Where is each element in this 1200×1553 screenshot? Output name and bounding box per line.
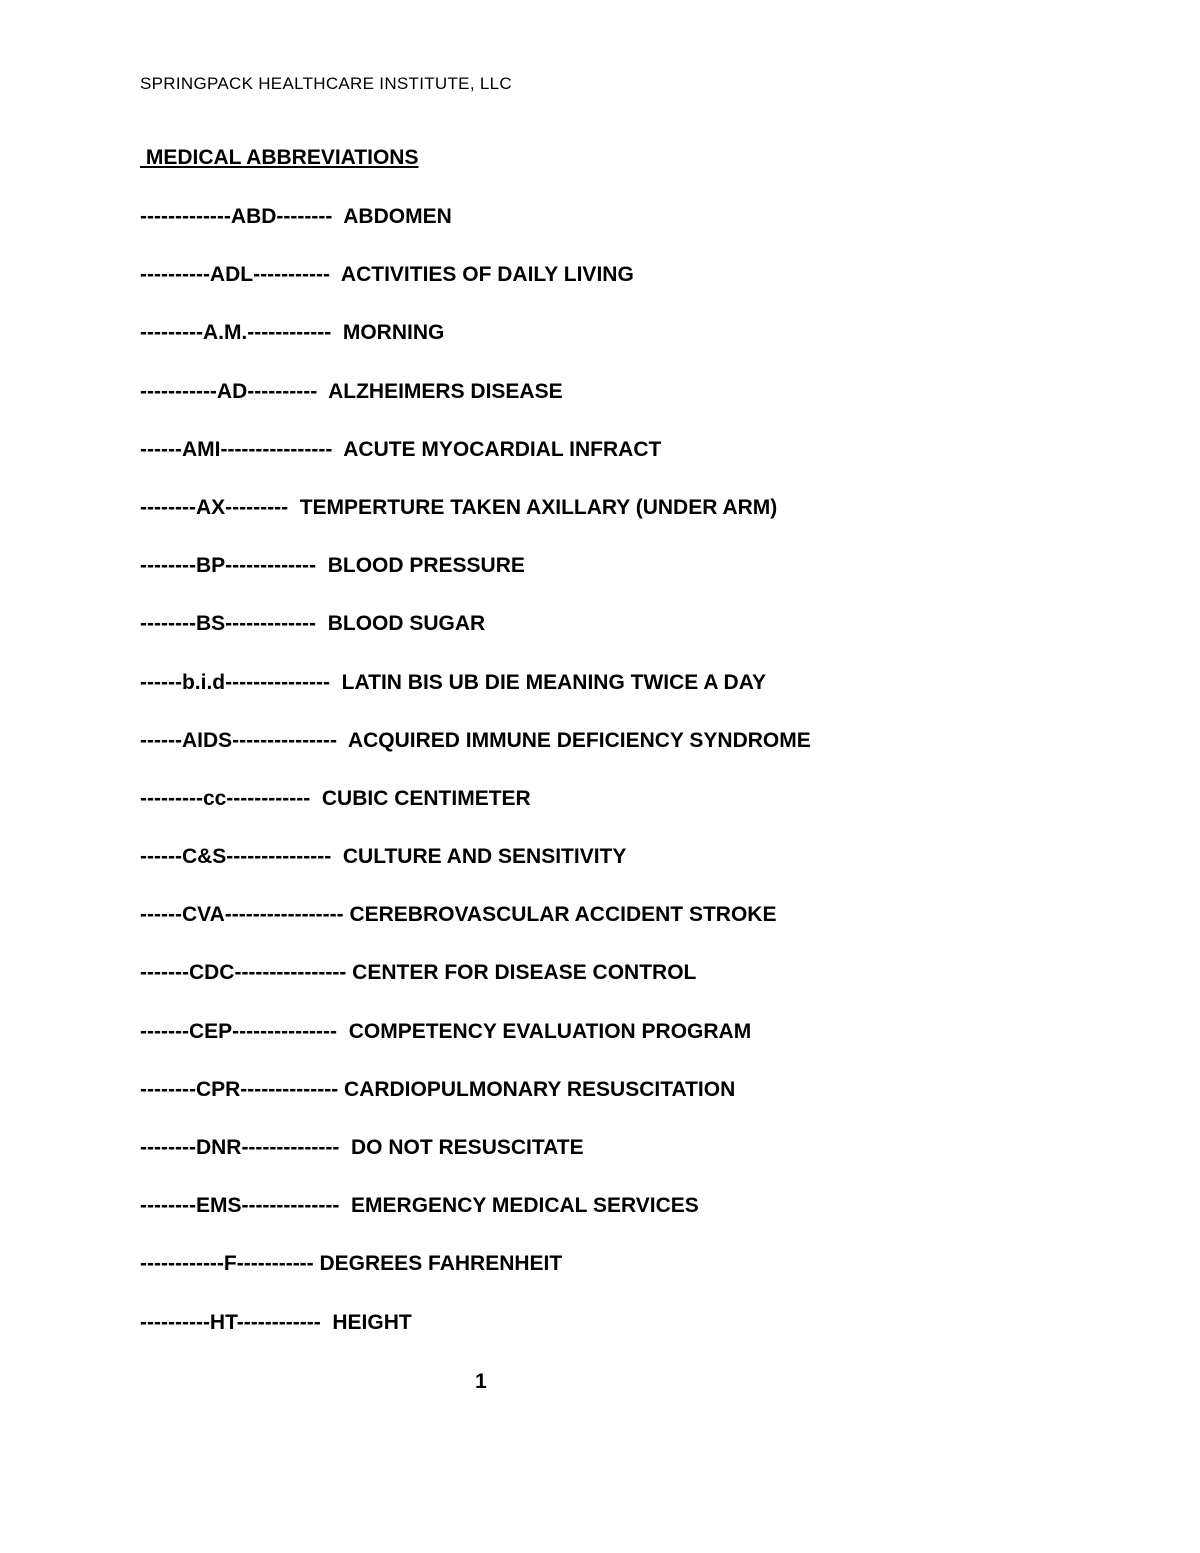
abbreviation-entry: -------CEP--------------- COMPETENCY EVALUATION PROGRAM bbox=[140, 1019, 752, 1043]
document-title: MEDICAL ABBREVIATIONS bbox=[140, 146, 419, 169]
abbreviation-entry: ------AIDS--------------- ACQUIRED IMMUNE DEFICIENCY SYNDROME bbox=[140, 728, 811, 752]
abbreviation-entry: ------b.i.d--------------- LATIN BIS UB DIE MEANING TWICE A DAY bbox=[140, 670, 766, 694]
abbreviation-entry: -------------ABD-------- ABDOMEN bbox=[140, 205, 452, 228]
abbreviation-entry: ------AMI---------------- ACUTE MYOCARDIAL INFRACT bbox=[140, 437, 662, 461]
page-header: SPRINGPACK HEALTHCARE INSTITUTE, LLC bbox=[140, 74, 512, 93]
abbreviation-entry: ------CVA----------------- CEREBROVASCULAR ACCIDENT STROKE bbox=[140, 903, 777, 927]
abbreviation-list bbox=[140, 203, 811, 1367]
abbreviation-entry: ----------HT------------ HEIGHT bbox=[140, 1310, 412, 1334]
abbreviation-entry: ------------F----------- DEGREES FAHRENHEIT bbox=[140, 1252, 563, 1276]
abbreviation-entry: --------BP------------- BLOOD PRESSURE bbox=[140, 554, 525, 578]
abbreviation-entry: --------AX--------- TEMPERTURE TAKEN AXILLARY (UNDER ARM) bbox=[140, 495, 778, 519]
abbreviation-entry: ----------ADL----------- ACTIVITIES OF DAILY LIVING bbox=[140, 263, 634, 287]
abbreviation-entry: --------CPR-------------- CARDIOPULMONARY RESUSCITATION bbox=[140, 1077, 736, 1101]
abbreviation-entry: ---------A.M.------------ MORNING bbox=[140, 321, 445, 345]
abbreviation-entry: --------BS------------- BLOOD SUGAR bbox=[140, 612, 486, 636]
abbreviation-entry: --------EMS-------------- EMERGENCY MEDICAL SERVICES bbox=[140, 1194, 699, 1218]
abbreviation-entry: -------CDC---------------- CENTER FOR DISEASE CONTROL bbox=[140, 961, 697, 985]
page-number: 1 bbox=[475, 1370, 487, 1393]
abbreviation-entry: ---------cc------------ CUBIC CENTIMETER bbox=[140, 786, 531, 810]
abbreviation-entry: ------C&S--------------- CULTURE AND SENSITIVITY bbox=[140, 845, 627, 869]
abbreviation-entry: --------DNR-------------- DO NOT RESUSCITATE bbox=[140, 1136, 584, 1159]
abbreviation-entry: -----------AD---------- ALZHEIMERS DISEASE bbox=[140, 379, 563, 403]
